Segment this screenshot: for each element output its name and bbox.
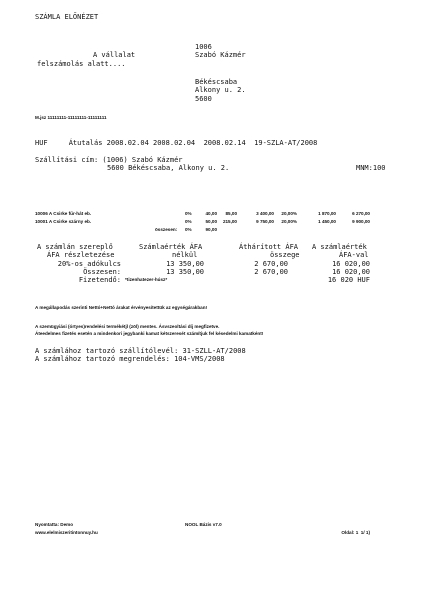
- summary-col1-header: A számlán szereplő: [37, 243, 113, 251]
- shipping-address: 5600 Békéscsaba, Alkony u. 2.: [107, 164, 230, 172]
- footer-page: Oldal: 1 1/ 1): [341, 530, 370, 535]
- note-line: A megállapodás szerinti Nettó+Nettó árakat érvényesítettük az egységárakban!: [35, 305, 208, 310]
- payable-amount: 16 020 HUF: [327, 276, 370, 284]
- summary-row-vat: 2 670,00: [254, 260, 288, 268]
- item-qty: 40,00: [205, 211, 217, 216]
- buyer-zip: 5600: [195, 95, 212, 103]
- item-gross: 9 900,00: [352, 219, 370, 224]
- item-vat: 0%: [185, 211, 192, 216]
- item-gross: 6 270,00: [352, 211, 370, 216]
- item-net: 3 400,00: [256, 211, 274, 216]
- summary-col1-sub: ÁFA részletezése: [47, 251, 115, 259]
- item-rate: 20,00%: [281, 219, 297, 224]
- summary-row-label: Összesen:: [83, 268, 121, 276]
- seller-status: felszámolás alatt....: [37, 60, 126, 68]
- item-qty: 50,00: [205, 219, 217, 224]
- reference-order: A számlához tartozó megrendelés: 104-VMS/2008: [35, 355, 225, 363]
- item-net: 9 750,00: [256, 219, 274, 224]
- items-total-vat: 0%: [185, 227, 192, 232]
- summary-col2-sub: nélkül: [172, 251, 198, 259]
- item-vat-amount: 1 450,00: [318, 219, 336, 224]
- item-vat-amount: 1 870,00: [318, 211, 336, 216]
- invoice-line: HUF Átutalás 2008.02.04 2008.02.04 2008.02.14 19-SZLA-AT/2008: [35, 139, 318, 147]
- item-price: 85,00: [225, 211, 237, 216]
- tax-id: M.jsz 11111111-11111111-11111111: [35, 115, 107, 120]
- items-total-label: összesen:: [155, 227, 178, 232]
- note-line: Áteedelmes fizetés esetén a mindenkori jegybanki kamat kétszeresét számítjuk fel késedelmi kamatként!: [35, 331, 264, 336]
- note-line: A szemügyiási (órtyes)rendelési termékétjl (zöl) mentes. Ásvszeoltási díj megfizetve.: [35, 324, 220, 329]
- buyer-street: Alkony u. 2.: [195, 86, 246, 94]
- buyer-city: Békéscsaba: [195, 78, 238, 86]
- summary-row-label: 20%-os adókulcs: [57, 260, 121, 268]
- summary-col4-sub: ÁFA-val: [339, 251, 369, 259]
- payable-label: Fizetendő:: [78, 276, 121, 284]
- item-rate: 20,00%: [281, 211, 297, 216]
- item-name: 10006 A Csirke fűr-hát eb.: [35, 211, 92, 216]
- buyer-code: 1006: [195, 43, 212, 51]
- item-vat: 0%: [185, 219, 192, 224]
- item-name: 10001 A Csirke szárny eb.: [35, 219, 92, 224]
- items-total-qty: 90,00: [205, 227, 217, 232]
- summary-row-net: 13 350,00: [166, 260, 204, 268]
- summary-col4-header: A számlaérték: [312, 243, 367, 251]
- summary-row-vat: 2 670,00: [254, 268, 288, 276]
- shipping-label: Szállítási cím: (1006) Szabó Kázmér: [35, 156, 183, 164]
- footer-made-by: Nyomtatta: Demo: [35, 522, 74, 527]
- footer-software: NOOL Bázis v7.0: [185, 522, 222, 527]
- summary-row-net: 13 350,00: [166, 268, 204, 276]
- footer-website: www.elelmiszeritintonnuy.hu: [35, 530, 98, 535]
- summary-col2-header: Számlaérték ÁFA: [139, 243, 203, 251]
- summary-row-gross: 16 020,00: [332, 260, 370, 268]
- page-title: SZÁMLA ELŐNÉZET: [35, 13, 99, 21]
- summary-col3-sub: összege: [270, 251, 300, 259]
- payable-words: *tizenhatezer-húsz*: [125, 277, 168, 282]
- seller-name: A vállalat: [93, 51, 136, 59]
- summary-row-gross: 16 020,00: [332, 268, 370, 276]
- shipping-mnm: MNM:100: [356, 164, 386, 172]
- item-price: 215,00: [222, 219, 237, 224]
- summary-col3-header: Áthárított ÁFA: [239, 243, 299, 251]
- reference-delivery-note: A számlához tartozó szállítólevél: 31-SZLL-AT/2008: [35, 347, 246, 355]
- buyer-name: Szabó Kázmér: [195, 51, 246, 59]
